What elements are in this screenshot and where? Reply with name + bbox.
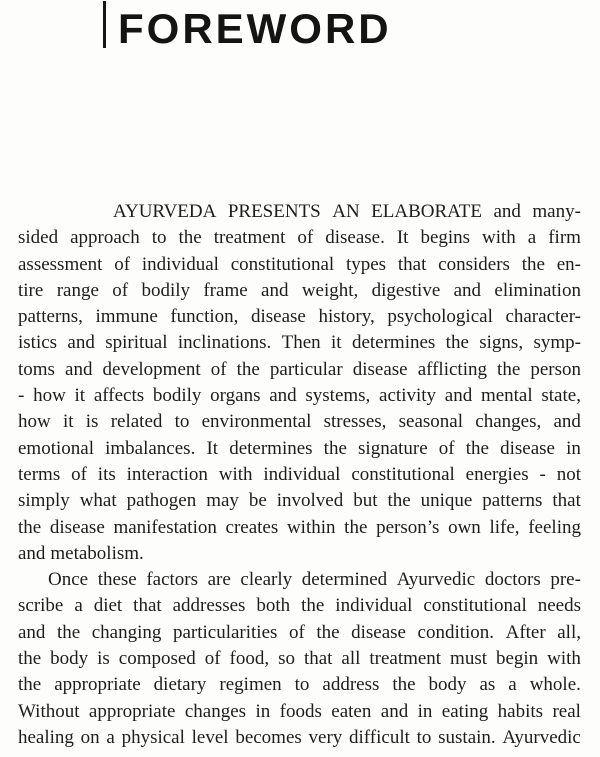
text-line: - how it affects bodily organs and systems, activity and mental state,: [18, 385, 581, 407]
text-line: how it is related to environmental stresses, seasonal changes, and: [18, 411, 581, 433]
text-line: toms and development of the particular disease afflicting the person: [18, 358, 581, 380]
text-line: sided approach to the treatment of disease. It begins with a firm: [18, 227, 581, 249]
text-line: and metabolism.: [18, 542, 144, 564]
text-line: istics and spiritual inclinations. Then it determines the signs, symp-: [18, 332, 581, 354]
text-line: emotional imbalances. It determines the signature of the disease in: [18, 437, 581, 459]
text-line: AYURVEDA PRESENTS AN ELABORATE and many-: [113, 201, 581, 222]
body-text: [18, 199, 581, 751]
text-line: patterns, immune function, disease history, psychological character-: [18, 306, 581, 328]
text-line: Once these factors are clearly determined Ayurvedic doctors pre-: [48, 569, 581, 591]
text-line: the body is composed of food, so that all treatment must begin with: [18, 648, 581, 670]
text-line: the appropriate dietary regimen to address the body as a whole.: [18, 674, 581, 696]
text-line: and the changing particularities of the disease condition. After all,: [18, 621, 581, 643]
chapter-heading: [103, 0, 392, 54]
text-line: the disease manifestation creates within the person’s own life, feeling: [18, 516, 581, 538]
text-line: tire range of bodily frame and weight, digestive and elimination: [18, 279, 581, 301]
text-line: simply what pathogen may be involved but the unique patterns that: [18, 490, 581, 512]
heading-rule: [103, 1, 106, 48]
paragraph: [18, 199, 581, 567]
page-title: FOREWORD: [118, 5, 392, 52]
text-line: terms of its interaction with individual constitutional energies - not: [18, 463, 581, 485]
text-line: assessment of individual constitutional types that considers the en-: [18, 253, 581, 275]
paragraph: [18, 567, 581, 751]
text-line: healing on a physical level becomes very difficult to sustain. Ayurvedic: [18, 726, 581, 748]
text-line: Without appropriate changes in foods eaten and in eating habits real: [18, 700, 581, 722]
text-line: scribe a diet that addresses both the individual constitutional needs: [18, 595, 581, 617]
